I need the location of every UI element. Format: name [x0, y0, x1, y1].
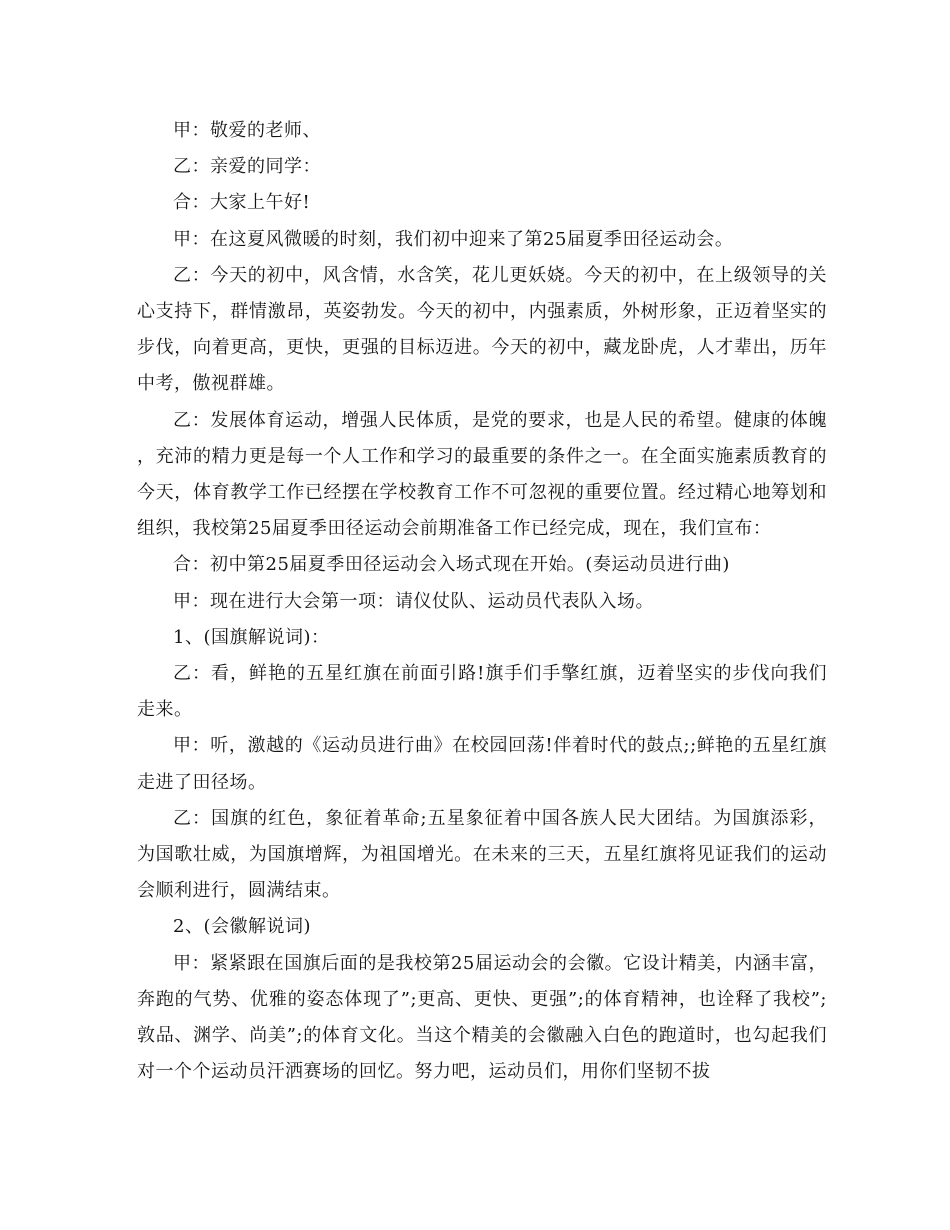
paragraph-greeting-teachers: 甲：敬爱的老师、 — [173, 120, 321, 141]
paragraph-school-praise: 乙：今天的初中，风含情，水含笑，花儿更妖娆。今天的初中，在上级领导的关心支持下，群情激昂，英姿勃发。今天的初中，内强素质，外树形象，正迈着坚实的步伐，向着更高，更快，更强的目标迈进。今天的初中，藏龙卧虎，人才辈出，历年中考，傲视群雄。 — [137, 264, 827, 395]
paragraph-greeting-all: 合：大家上午好! — [173, 192, 311, 214]
paragraph-flag-look: 乙：看，鲜艳的五星红旗在前面引路!旗手们手擎红旗，迈着坚实的步伐向我们走来。 — [137, 663, 827, 721]
section-heading-national-flag: 1、(国旗解说词)： — [173, 626, 330, 648]
paragraph-flag-listen: 甲：听，激越的《运动员进行曲》在校园回荡!伴着时代的鼓点;;鲜艳的五星红旗走进了田径场。 — [137, 735, 827, 793]
paragraph-emblem: 甲：紧紧跟在国旗后面的是我校第25届运动会的会徽。它设计精美，内涵丰富，奔跑的气势、优雅的姿态体现了”;更高、更快、更强”;的体育精神，也诠释了我校”;敦品、渊学、尚美”;的体育文化。当这个精美的会徽融入白色的跑道时，也勾起我们对一个个运动员汗洒赛场的回忆。努力吧，运动员们，用你们坚韧不拔 — [137, 952, 827, 1083]
paragraph-opening: 甲：在这夏风微暖的时刻，我们初中迎来了第25届夏季田径运动会。 — [173, 228, 734, 250]
paragraph-sports-development: 乙：发展体育运动，增强人民体质，是党的要求，也是人民的希望。健康的体魄，充沛的精力更是每一个人工作和学习的最重要的条件之一。在全面实施素质教育的今天，体育教学工作已经摆在学校教育工作不可忽视的重要位置。经过精心地筹划和组织，我校第25届夏季田径运动会前期准备工作已经完成，现在，我们宣布： — [137, 409, 827, 540]
paragraph-flag-meaning: 乙：国旗的红色，象征着革命;五星象征着中国各族人民大团结。为国旗添彩，为国歌壮威，为国旗增辉，为祖国增光。在未来的三天，五星红旗将见证我们的运动会顺利进行，圆满结束。 — [137, 807, 827, 902]
paragraph-first-item: 甲：现在进行大会第一项：请仪仗队、运动员代表队入场。 — [173, 590, 654, 612]
paragraph-greeting-students: 乙：亲爱的同学： — [173, 156, 321, 178]
document-body — [137, 113, 827, 1090]
paragraph-ceremony-start: 合：初中第25届夏季田径运动会入场式现在开始。(奏运动员进行曲) — [173, 554, 730, 576]
section-heading-emblem: 2、(会徽解说词) — [173, 916, 311, 938]
